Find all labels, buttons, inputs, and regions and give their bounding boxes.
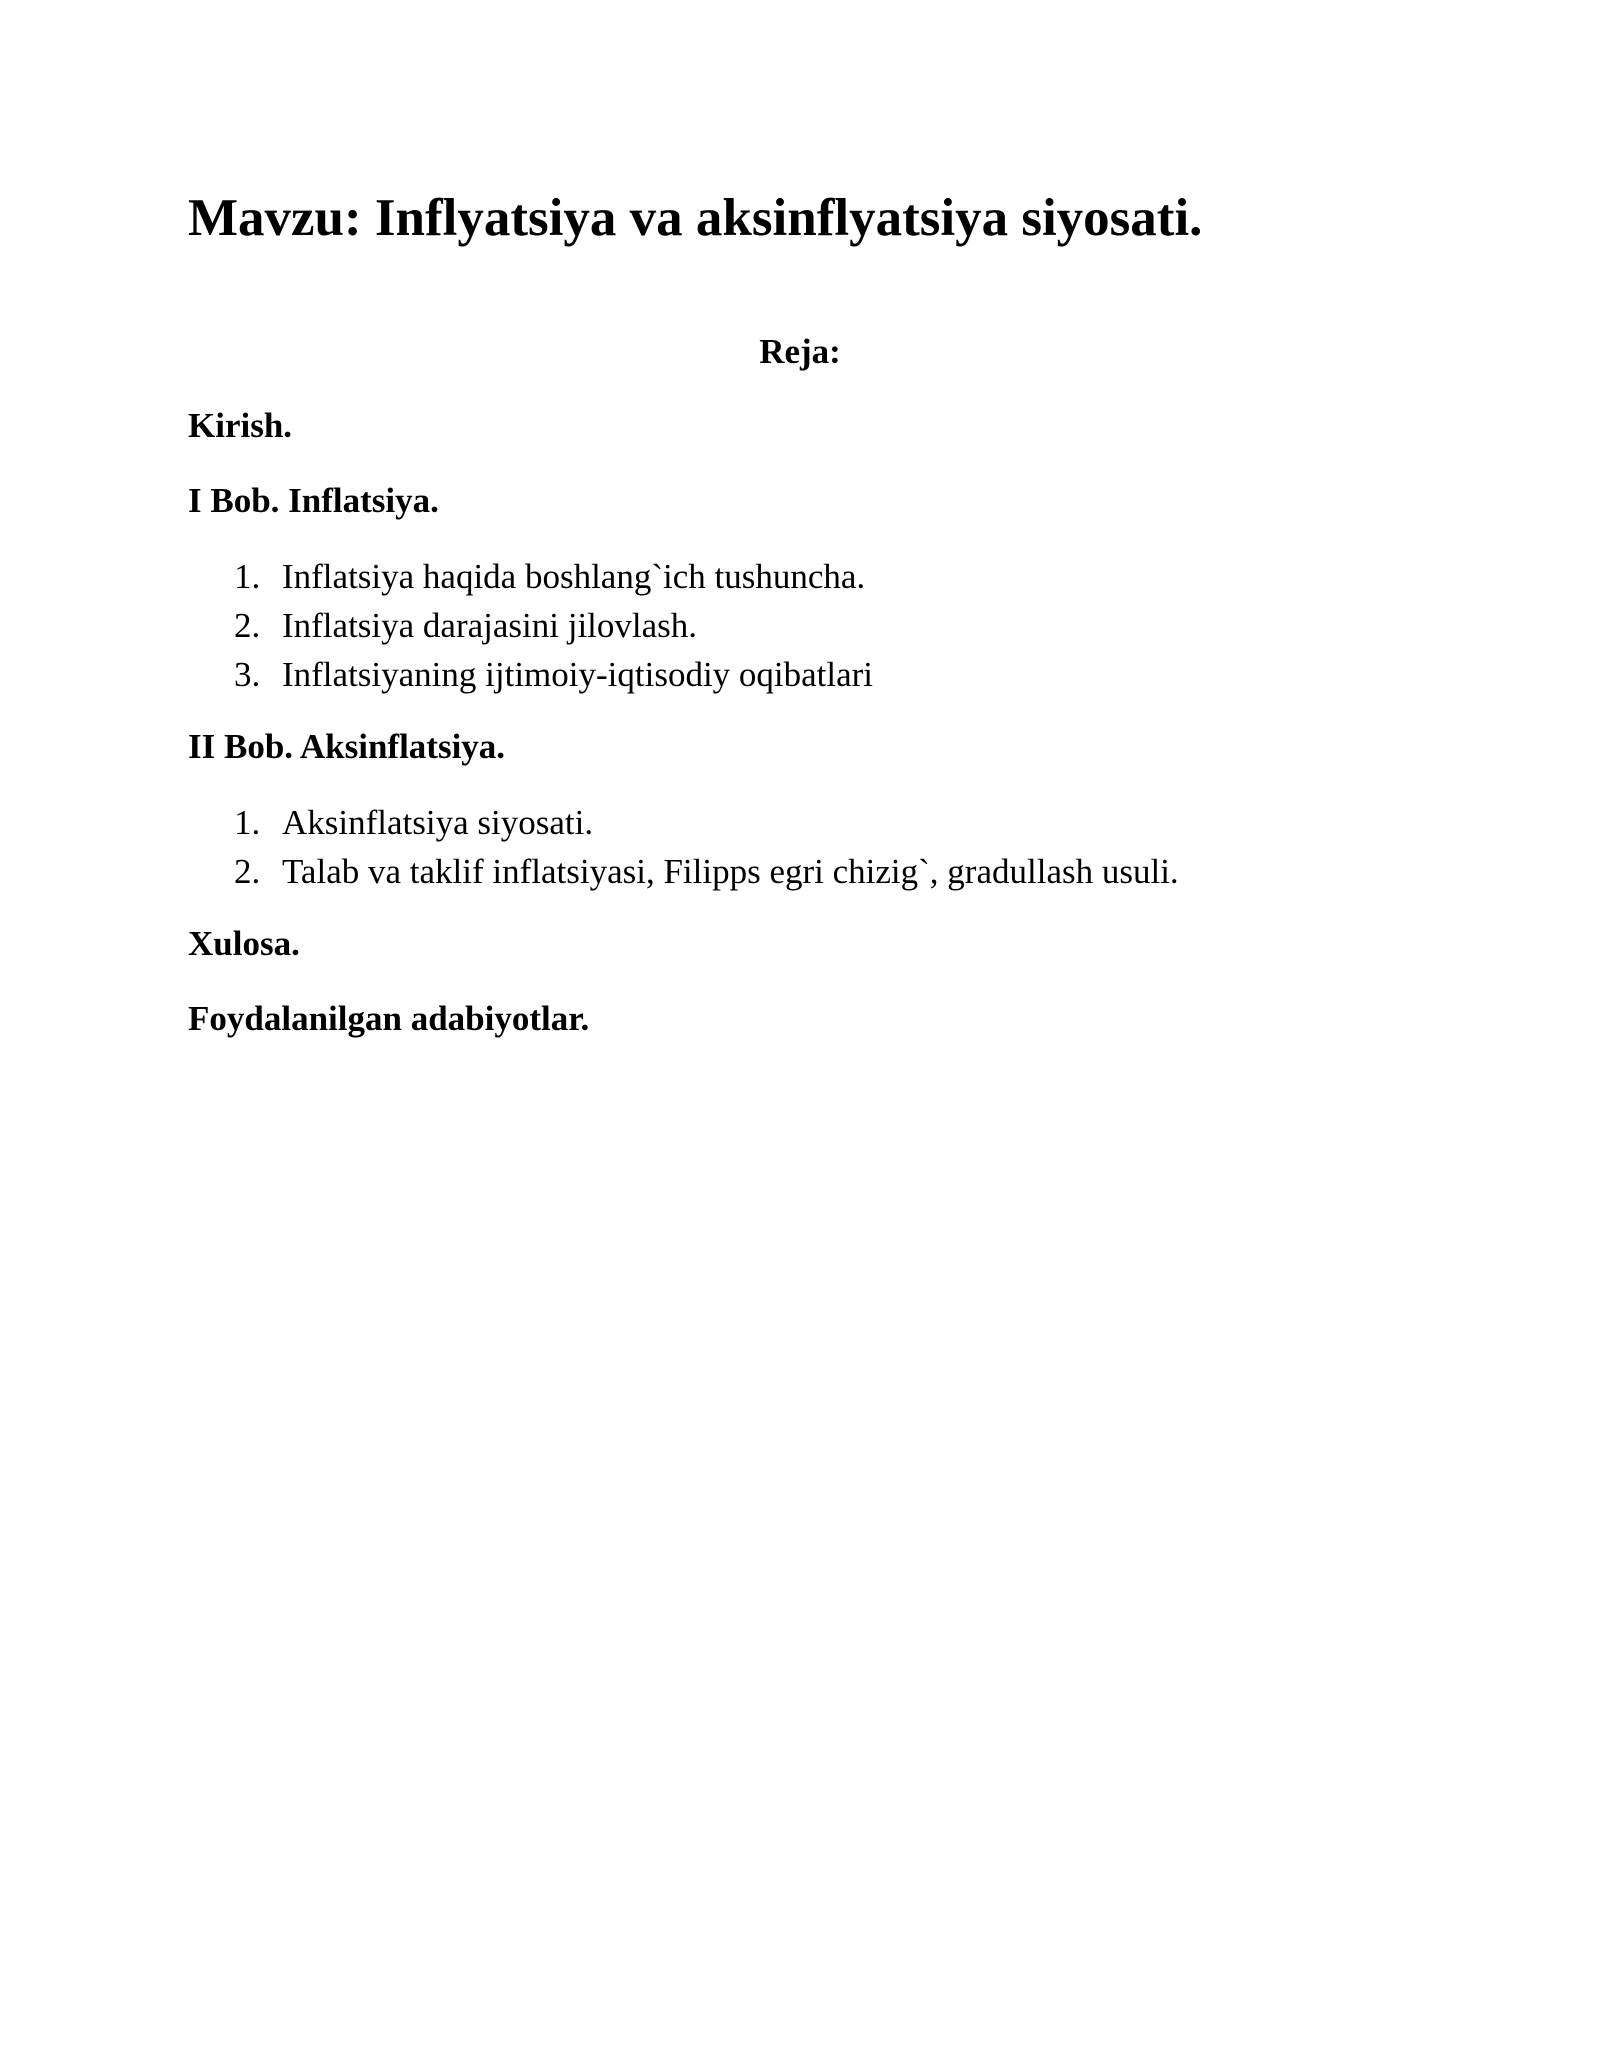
chapter-1-heading: I Bob. Inflatsiya. bbox=[188, 481, 439, 520]
chapter-2-heading: II Bob. Aksinflatsiya. bbox=[188, 727, 506, 766]
plan-heading: Reja: bbox=[759, 332, 841, 371]
section-conclusion: Xulosa. bbox=[188, 924, 300, 963]
list-item-text: Inflatsiya haqida boshlang`ich tushuncha. bbox=[282, 557, 866, 596]
list-item-text: Inflatsiyaning ijtimoiy-iqtisodiy oqibatlari bbox=[282, 655, 874, 694]
document-title: Mavzu: Inflyatsiya va aksinflyatsiya siyosati. bbox=[188, 189, 1203, 247]
list-item-number: 1. bbox=[234, 557, 261, 596]
list-item-text: Aksinflatsiya siyosati. bbox=[282, 803, 594, 842]
list-item-number: 3. bbox=[234, 655, 261, 694]
section-introduction: Kirish. bbox=[188, 406, 293, 445]
list-item-number: 1. bbox=[234, 803, 261, 842]
section-references: Foydalanilgan adabiyotlar. bbox=[188, 999, 590, 1038]
list-item-number: 2. bbox=[234, 606, 261, 645]
list-item-number: 2. bbox=[234, 852, 261, 891]
list-item-text: Inflatsiya darajasini jilovlash. bbox=[282, 606, 698, 645]
list-item-text: Talab va taklif inflatsiyasi, Filipps egri chizig`, gradullash usuli. bbox=[282, 852, 1179, 891]
